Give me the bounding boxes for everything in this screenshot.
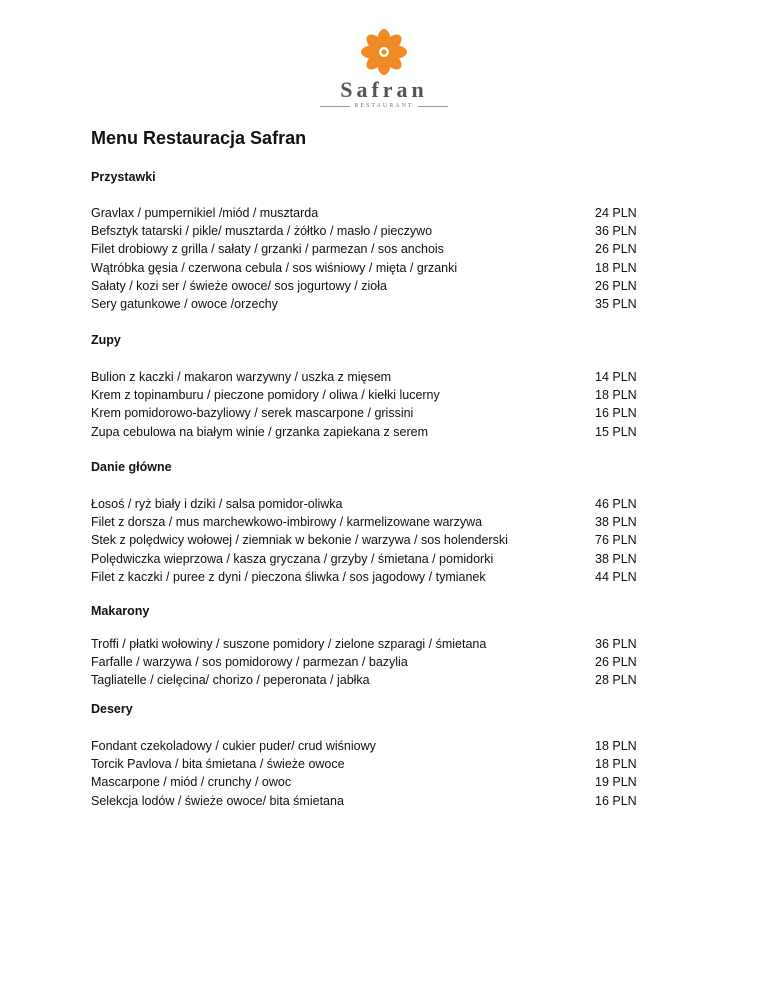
item-name: Tagliatelle / cielęcina/ chorizo / peperonata / jabłka [91, 673, 370, 688]
divider [320, 106, 350, 107]
menu-item [91, 495, 651, 513]
item-name: Bulion z kaczki / makaron warzywny / uszka z mięsem [91, 370, 392, 384]
item-name: Mascarpone / miód / crunchy / owoc [91, 775, 292, 790]
section-items-przystawki [91, 204, 651, 313]
item-name: Farfalle / warzywa / sos pomidorowy / parmezan / bazylia [91, 655, 408, 670]
item-price: 44 PLN [595, 569, 637, 584]
item-price: 26 PLN [595, 655, 637, 670]
item-price: 26 PLN [595, 278, 637, 293]
menu-item [91, 222, 651, 240]
item-price: 19 PLN [595, 775, 637, 790]
menu-item [91, 404, 651, 422]
item-name: Filet z dorsza / mus marchewkowo-imbirowy / karmelizowane warzywa [91, 515, 483, 530]
item-price: 35 PLN [595, 296, 637, 311]
page-title: Menu Restauracja Safran [91, 128, 307, 148]
divider [418, 106, 448, 107]
section-title-desery: Desery [91, 702, 133, 716]
saffron-flower-icon [360, 28, 408, 76]
item-price: 76 PLN [595, 533, 637, 548]
menu-item [91, 568, 651, 586]
menu-item [91, 531, 651, 549]
item-name: Polędwiczka wieprzowa / kasza gryczana / grzyby / śmietana / pomidorki [91, 551, 494, 566]
section-title-zupy: Zupy [91, 333, 121, 347]
item-name: Sery gatunkowe / owoce /orzechy [91, 296, 278, 311]
menu-item [91, 423, 651, 441]
item-price: 28 PLN [595, 673, 637, 688]
item-price: 18 PLN [595, 757, 637, 772]
item-name: Stek z polędwicy wołowej / ziemniak w bekonie / warzywa / sos holenderski [91, 533, 508, 548]
menu-item [91, 755, 651, 773]
item-price: 18 PLN [595, 388, 637, 403]
item-name: Krem z topinamburu / pieczone pomidory / oliwa / kiełki lucerny [91, 388, 440, 403]
restaurant-logo [0, 28, 768, 110]
item-name: Sałaty / kozi ser / świeże owoce/ sos jogurtowy / zioła [91, 278, 387, 293]
section-title-przystawki: Przystawki [91, 170, 156, 184]
item-price: 36 PLN [595, 637, 637, 651]
item-price: 36 PLN [595, 224, 637, 239]
menu-item [91, 792, 651, 810]
item-price: 18 PLN [595, 739, 637, 753]
item-name: Łosoś / ryż biały i dziki / salsa pomidor-oliwka [91, 497, 343, 511]
item-price: 24 PLN [595, 206, 637, 220]
item-price: 16 PLN [595, 793, 637, 808]
section-items-makarony [91, 635, 651, 690]
menu-item [91, 368, 651, 386]
menu-item [91, 653, 651, 671]
menu-item [91, 773, 651, 791]
item-name: Zupa cebulowa na białym winie / grzanka zapiekana z serem [91, 424, 428, 439]
item-price: 14 PLN [595, 370, 637, 384]
menu-item [91, 671, 651, 689]
item-price: 26 PLN [595, 242, 637, 257]
section-items-desery [91, 737, 651, 810]
menu-item [91, 550, 651, 568]
item-price: 16 PLN [595, 406, 637, 421]
item-price: 18 PLN [595, 260, 637, 275]
item-name: Fondant czekoladowy / cukier puder/ crud wiśniowy [91, 739, 376, 753]
item-name: Filet drobiowy z grilla / sałaty / grzanki / parmezan / sos anchois [91, 242, 444, 257]
menu-item [91, 737, 651, 755]
item-name: Troffi / płatki wołowiny / suszone pomidory / zielone szparagi / śmietana [91, 637, 487, 651]
section-title-makarony: Makarony [91, 604, 150, 618]
section-items-danie-glowne [91, 495, 651, 586]
section-title-danie-glowne: Danie główne [91, 460, 172, 474]
item-name: Krem pomidorowo-bazyliowy / serek mascarpone / grissini [91, 406, 414, 421]
item-price: 38 PLN [595, 551, 637, 566]
menu-item [91, 259, 651, 277]
item-price: 15 PLN [595, 424, 637, 439]
menu-item [91, 204, 651, 222]
item-name: Gravlax / pumpernikiel /miód / musztarda [91, 206, 319, 220]
section-items-zupy [91, 368, 651, 441]
brand-name: Safran [340, 77, 428, 102]
brand-subtitle-row [0, 102, 768, 110]
brand-subtitle: RESTAURANT [354, 103, 414, 109]
menu-item [91, 635, 651, 653]
menu-item [91, 386, 651, 404]
item-name: Wątróbka gęsia / czerwona cebula / sos wiśniowy / mięta / grzanki [91, 260, 458, 275]
item-name: Torcik Pavlova / bita śmietana / świeże owoce [91, 757, 345, 772]
item-name: Filet z kaczki / puree z dyni / pieczona śliwka / sos jagodowy / tymianek [91, 569, 486, 584]
item-name: Selekcja lodów / świeże owoce/ bita śmietana [91, 793, 344, 808]
item-price: 46 PLN [595, 497, 637, 511]
menu-item [91, 295, 651, 313]
menu-item [91, 277, 651, 295]
menu-item [91, 240, 651, 258]
item-name: Befsztyk tatarski / pikle/ musztarda / żółtko / masło / pieczywo [91, 224, 433, 239]
menu-item [91, 513, 651, 531]
item-price: 38 PLN [595, 515, 637, 530]
